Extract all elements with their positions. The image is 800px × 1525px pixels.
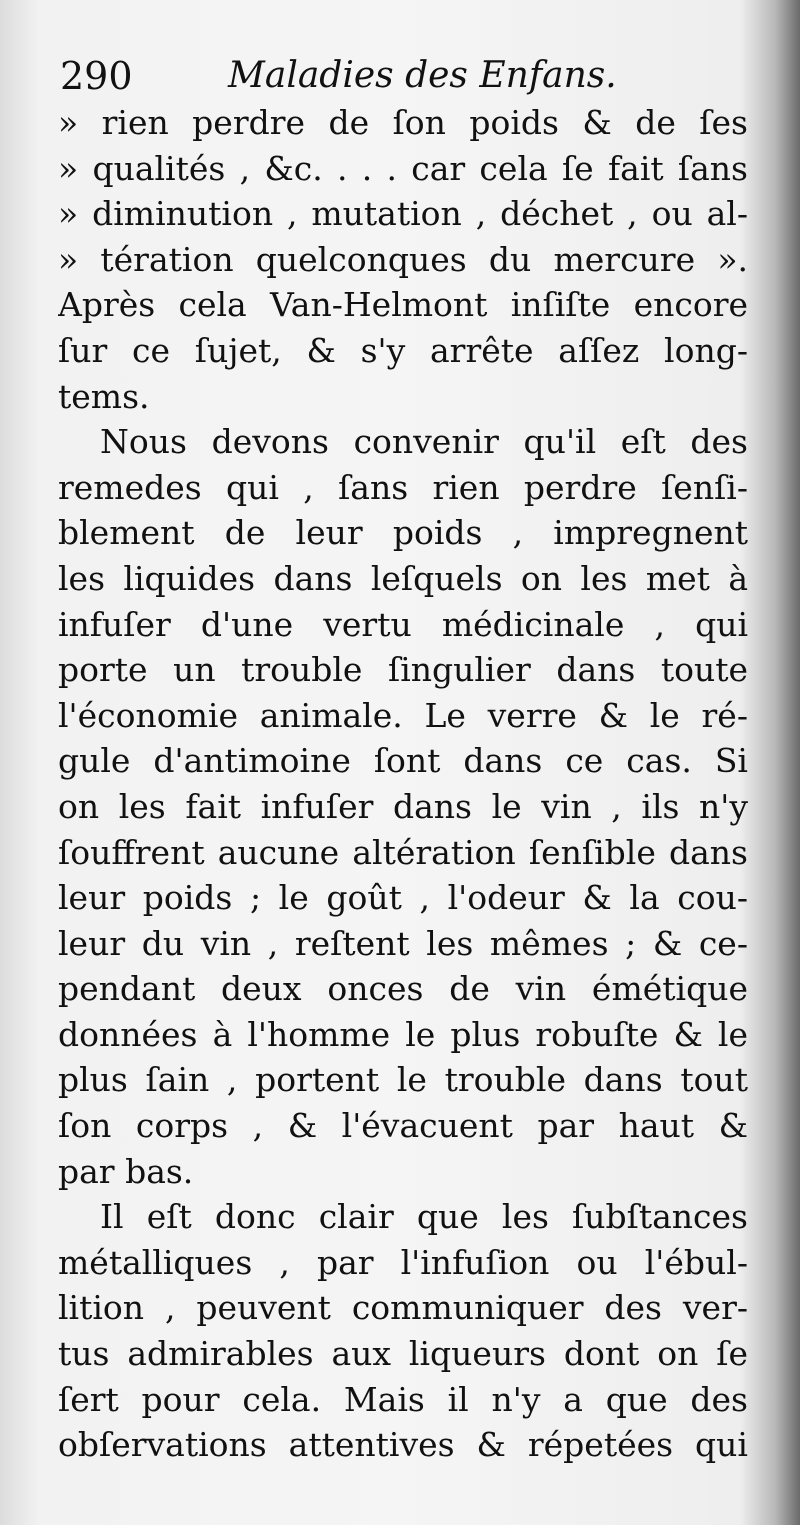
- page-number: 290: [60, 54, 133, 98]
- text-line: Après cela Van-Helmont inſiſte encore: [58, 285, 748, 325]
- running-title: Maladies des Enfans.: [228, 55, 617, 96]
- paragraph-2: [58, 419, 748, 1194]
- text-line: plus ſain , portent le trouble dans tout: [58, 1060, 748, 1100]
- text-line: l'économie animale. Le verre & le ré-: [58, 695, 748, 735]
- text-line: Il eſt donc clair que les ſubſtances: [100, 1197, 748, 1237]
- text-line: gule d'antimoine ſont dans ce cas. Si: [58, 741, 748, 781]
- text-line: » rien perdre de ſon poids & de ſes: [58, 103, 748, 142]
- text-line: leur poids ; le goût , l'odeur & la cou-: [58, 878, 748, 918]
- text-line: » diminution , mutation , déchet , ou al-: [58, 194, 748, 234]
- text-line: les liquides dans leſquels on les met à: [58, 558, 748, 598]
- body-text: [58, 100, 748, 1468]
- text-line: remedes qui , ſans rien perdre ſenſi-: [58, 467, 748, 507]
- paragraph-3: [58, 1194, 748, 1468]
- text-line: par bas.: [58, 1151, 194, 1191]
- text-line: on les fait infuſer dans le vin , ils n'y: [58, 786, 748, 826]
- text-line: lition , peuvent communiquer des ver-: [58, 1288, 748, 1328]
- text-line: Nous devons convenir qu'il eſt des: [100, 422, 748, 462]
- text-line: infuſer d'une vertu médicinale , qui: [58, 604, 748, 644]
- text-line: ſon corps , & l'évacuent par haut &: [58, 1106, 748, 1146]
- page-header: [60, 52, 750, 100]
- text-line: ſert pour cela. Mais il n'y a que des: [58, 1379, 748, 1419]
- text-line: » qualités , &c. . . . car cela ſe fait ſans: [58, 148, 748, 188]
- text-line: porte un trouble ſingulier dans toute: [58, 650, 748, 690]
- paragraph-1: [58, 100, 748, 419]
- text-line: blement de leur poids , impregnent: [58, 513, 748, 553]
- text-line: ſur ce ſujet, & s'y arrête aſſez long-: [58, 330, 748, 370]
- text-line: tus admirables aux liqueurs dont on ſe: [58, 1334, 748, 1374]
- text-line: métalliques , par l'infuſion ou l'ébul-: [58, 1242, 748, 1282]
- text-line: obſervations attentives & répetées qui: [58, 1425, 748, 1465]
- text-line: pendant deux onces de vin émétique: [58, 969, 748, 1009]
- text-line: leur du vin , reſtent les mêmes ; & ce-: [58, 923, 748, 963]
- text-line: ſouffrent aucune altération ſenſible dans: [58, 832, 748, 872]
- text-line: tems.: [58, 376, 150, 416]
- text-line: » tération quelconques du mercure ».: [58, 239, 748, 279]
- text-line: données à l'homme le plus robuſte & le: [58, 1014, 748, 1054]
